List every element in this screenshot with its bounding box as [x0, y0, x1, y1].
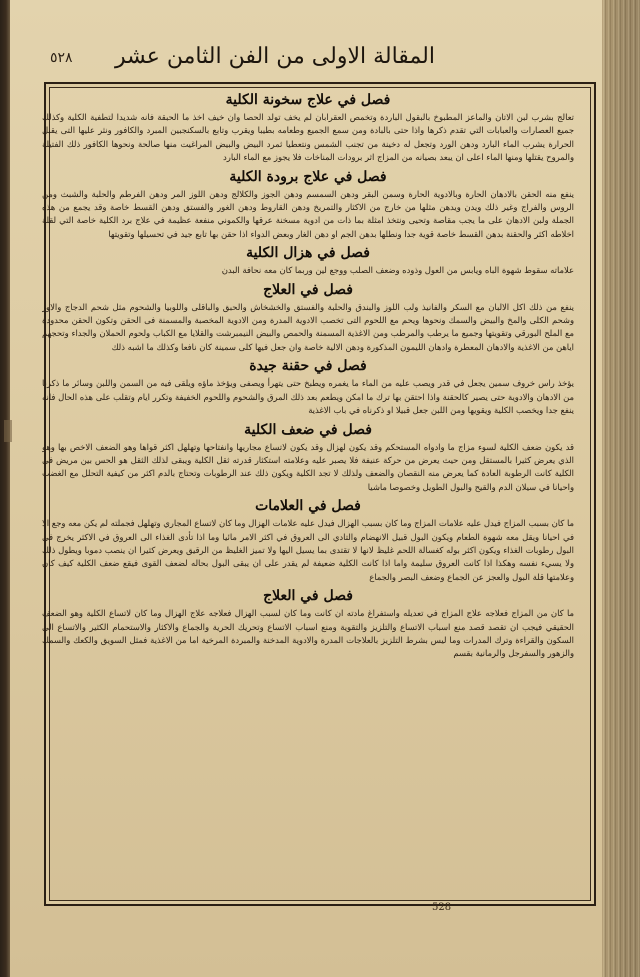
section-heading: فصل في العلامات	[255, 498, 361, 515]
header-page-number: ٥٢٨	[50, 50, 73, 66]
section-heading: فصل في العلاج	[263, 281, 353, 298]
page-edges	[602, 0, 640, 977]
binding-mark	[4, 420, 12, 442]
section-heading: فصل في علاج سخونة الكلية	[225, 92, 391, 108]
section-text: ما كان بسبب المزاج فيدل عليه علامات المزاج وما كان بسبب الهزال فيدل عليه علامات الهزال وما كان لاتساع المجاري وتهلهل فجملته لم يكن معه وجع الا في احيانا ويقل معه شهوة الطعام ويكون البول قبيل الانهضام والتادي الى العروق في اكثر الامر مائيا وما اذا تأدى الغذاء الى العروق في الاكثر يخرج في البول رطوبات الغذاء ويكون اكثر بوله كغسالة اللحم غليظ لانها لا تقتدى بما يسيل اليها ولا تميز الغليظ من الرقيق ويعرض كثيرا ان ينصب دموبا ويطول ذلك ولا يسيء نفسه وهكذا اذا كانت العروق سليمة واما اذا كانت الكلية ضعيفة لم يقدر على ان يبقى البول بحاله لضعف القوى فيقع ضعف الكلية كيف كان وعلامتها قلة البول والعجز عن الجماع وضعف البصر والجماع	[42, 518, 574, 582]
section-heading: فصل في هزال الكلية	[246, 245, 370, 262]
section-text: علاماته سقوط شهوة الباه ويابس من العول وذوده وضعف الصلب ووجع لين وربما كان معه نحافة البدن	[221, 265, 574, 276]
main-text	[42, 88, 574, 896]
section-text: يؤخذ راس خروف سمين يجعل في قدر ويصب عليه من الماء ما يغمره ويطبخ حتى يتهرأ ويصفى ويؤخذ ماؤه ويلقى فيه من السمن واللبن وسائر ما ذكرنا من الادهان والادوية حتى يصير كالحقنة واذا احتقن بها ترك ما امكن ويطعم بعد ذلك المرق والشحوم واللحوم الخفيفة وتكرر ايام وتقلب على هذه الحال فانه ينفع جدا ويخصب الكلية ويقويها ومن اللبن جعل قبيلا او ذكرناه في باب الاغذية	[42, 378, 574, 416]
section-heading: فصل في العلاج	[263, 588, 353, 605]
section-text: ينفع من ذلك اكل الالبان مع السكر والفانيذ ولب اللوز والبندق والحلبة والفستق والخشخاش والحبق والباقلى واللوبيا والشحوم مثل شحم الدجاج والاوز وشحم الكلى والمخ والبيض والسمك ونحوها ويحم مع اللحوم التى تخصب الادوية المدرة ومن الادوية المخصبة والمسمنة فى الحقن وتكون الحقن محدودة مع الملح البورقي وتقويتها وجميع ما يرطب والمرطب ومن الاغذية المسمنة والحمص والبيض النيمبرشت والقلايا مع الكباب ولحوم الحملان والجداء وتحجهم اياهن من الاغذية والادهان المعطرة وادهان الليمون المذكورة ودهن الالية خاصة وان جعل فيها كلى سمينة كان نافعا وكذلك ما اشبه ذلك	[42, 301, 574, 352]
section-heading: فصل في علاج برودة الكلية	[229, 168, 387, 185]
section-text: قد يكون ضعف الكلية لسوء مزاج ما وادواه المستحكم وقد يكون لهزال وقد يكون لاتساع مجاريها وانفتاحها وتهلهل اكثر قواها وهو الضعف الاخص بها وهو الذي يعرض كثيرا بالمستقل ومن حيث يعرض من حركة عنيفة فلا يصبر عليه وعلامته استكثار قدرته ثقل الكلية ويبقى لذلك الثقل هو الحس بين مريض في الكلية كانت الرطوبة العادة كما يعرض منه النقصان والضعف ولذلك لا تجد الكلية ويكون ذلك عند الرطوبات وتحتاج بالدم اكثر من كيفية التحلل مع الغضب واحيانا في سيلان الدم والقيح والبول الطويل وخصوصا ماشيا	[42, 441, 574, 492]
section-text: ما كان من المزاج فعلاجه علاج المزاج في تعديله واستفراغ مادته ان كانت وما كان لسبب الهزال فعلاجه علاج الهزال وما كان لاتساع الكلية وهو الضعف الحقيقي فيجب ان تقصد قصد منع اسباب الاتساع والتلزيز والتقوية ومنع اسباب الاتساع وتحريك الحرية والجماع والاكثار والاستحمام الكثير والاتساع الى السكون والقراءة وترك المدرات وما ليس بشرط التلزيز بالعلاجات المدرة والادوية المدخنة والمبردة المرخية اما من الاغذية فمثل السويق والكعك والسمك والزهور والسفرجل والرمانية بقسم	[42, 608, 574, 659]
section-heading: فصل في حقنة جيدة	[249, 358, 367, 375]
section-text: تعالج بشرب لبن الاتان والماعز المطبوخ بالبقول الباردة وتخمص العقرابان لم يخف تولد الحصا وان خيف اخذ ما الحبقة فانه شديدا لتطفية الكلية وكذلك جميع العصارات والعبابات التي تقدم ذكرها واذا حتى بالبادة ومن سمع الجميع وطعامه بطيبا ويقرب وتابع بالسكنجبين المبرد والكافور ونثر عليها التى يقبل الحرارة يشرب الماء البارد ودهن الورد وتجعل له دخينة من تجنب الشمس ونتعطيا ثمرد البيض والبيض المراغيت منها صالحة ونحوها الكافور ذلك الفتيلة والمروح يقتلها ومنها الماء اعلى ان يبعد بصيانه من المزاج اثر برودات المناخات فلا يجوز مع الماء البارد	[42, 112, 574, 163]
page-header	[50, 40, 590, 78]
page-title: المقالة الاولى من الفن الثامن عشر	[115, 44, 435, 69]
section-text: ينفع منه الحقن بالادهان الحارة وبالادوية الحارة وسمن البقر ودهن السمسم ودهن الجوز والكلالج ودهن اللوز المر ودهن الفرطم والحلبة والشبث ومن الروس والفراج وغير ذلك ويدن ويدهن مثلها من خارج من الاكثار والتمريخ ودهن القاروط ودهن الغور والفستق ودهن القسط خاصة وقد يجمع من هذه الجملة ولبن الادهان على ما يجب مقاصة وتحيى ونتخذ امثلة بما ذات من ادوية مسخنة عرقها والكموني منفعة عظيمة في علاج برد الكلية خاصة التي لقلة اخلاطه اكثر والحقنة بدهن القسط خاصة قوية جدا ونطلها بدهن الجم او دهن الغار وبعض الدواء اذا حقن بها تابع جيد في تحسيلها وتقويتها	[42, 188, 574, 239]
section-heading: فصل في ضعف الكلية	[244, 421, 372, 438]
footer-page-number: 528	[432, 902, 452, 913]
